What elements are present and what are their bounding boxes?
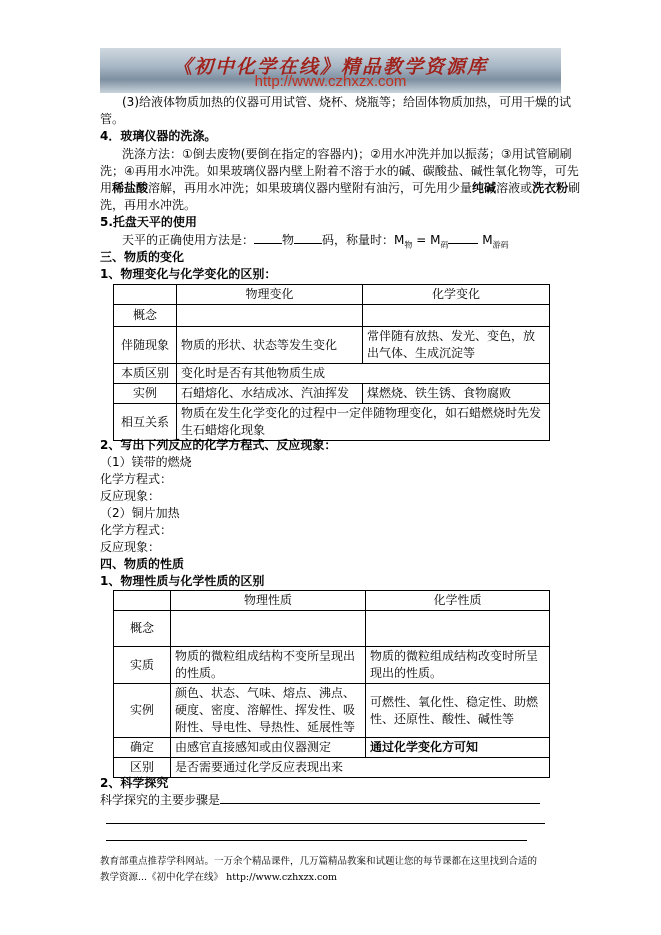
answer-line: [106, 823, 545, 824]
table-row: 概念: [114, 611, 550, 647]
table-row: 确定 由感官直接感知或由仪器测定 通过化学变化方可知: [114, 738, 550, 758]
banner-url: http://www.czhxzx.com: [254, 73, 407, 90]
answer-line: [106, 840, 527, 841]
para-wash-2: 洗；④再用水冲洗。如果玻璃仪器内壁上附着不溶于水的碱、碳酸盐、碱性氧化物等，可先: [100, 164, 579, 178]
heading-part3: 三、物质的变化: [100, 250, 185, 264]
q-copper: （2）铜片加热: [100, 506, 180, 520]
footer-url: http://www.czhxzx.com: [226, 872, 338, 883]
para-balance: 天平的正确使用方法是： 物 码，称量时：$M_物 = M_码$ $M_{游码}$: [122, 233, 509, 250]
table-row: 区别 是否需要通过化学反应表现出来: [114, 758, 550, 778]
heading-property-diff: 1、物理性质与化学性质的区别: [100, 574, 265, 588]
banner-title: 《初中化学在线》精品教学资源库: [172, 56, 488, 78]
label-equation: 化学方程式：: [100, 523, 173, 537]
heading-part4: 四、物质的性质: [100, 557, 185, 571]
table-row: 实质 物质的微粒组成结构不变所呈现出的性质。 物质的微粒组成结构改变时所呈现出的性质。: [114, 647, 550, 684]
inquiry-steps: 科学探究的主要步骤是: [100, 792, 540, 809]
heading-balance: 5.托盘天平的使用: [100, 215, 197, 229]
q-magnesium: （1）镁带的燃烧: [100, 455, 192, 469]
label-equation: 化学方程式：: [100, 472, 173, 486]
heading-change-diff: 1、物理变化与化学变化的区别：: [100, 267, 277, 281]
property-table: 物理性质 化学性质 概念 实质 物质的微粒组成结构不变所呈现出的性质。 物质的微粒组成结构改变时所呈现出的性质。 实例 颜色、状态、气味、熔点、沸点、硬度、密度、溶解性、挥发性、吸附性、导电性、导热性、延展性等 可燃性、氧化性、稳定性、助燃性、还原性、酸性、碱性等 确定 由感官直接感知或由仪器测定 通过化学变化方可知 区别 是否需要通过化学反应表现出来: [113, 590, 550, 778]
table-row: 本质区别 变化时是否有其他物质生成: [114, 364, 550, 384]
table-row: 实例 颜色、状态、气味、熔点、沸点、硬度、密度、溶解性、挥发性、吸附性、导电性、导热性、延展性等 可燃性、氧化性、稳定性、助燃性、还原性、酸性、碱性等: [114, 684, 550, 738]
table-row: 实例 石蜡熔化、水结成冰、汽油挥发 煤燃烧、铁生锈、食物腐败: [114, 384, 550, 404]
para-heating: (3)给液体物质加热的仪器可用试管、烧杯、烧瓶等；给固体物质加热，可用干燥的试: [122, 95, 572, 109]
footer-line-1: 教育部重点推荐学科网站。一万余个精品课件，几万篇精品教案和试题让您的每节课都在这里找到合适的: [100, 856, 538, 867]
heading-inquiry: 2、科学探究: [100, 776, 169, 790]
para-heating-cont: 管。: [100, 112, 125, 126]
para-wash-1: 洗涤方法：①倒去废物(要倒在指定的容器内)；②用水冲洗并加以振荡；③用试管刷刷: [122, 147, 572, 161]
para-wash-3: 用稀盐酸溶解，再用水冲洗；如果玻璃仪器内壁附有油污，可先用少量纯碱溶液或洗衣粉刷: [100, 181, 581, 195]
label-phenomenon: 反应现象：: [100, 489, 161, 503]
heading-reactions: 2、写出下列反应的化学方程式、反应现象：: [100, 438, 337, 452]
para-wash-4: 洗，再用水冲洗。: [100, 198, 197, 212]
heading-washing: 4．玻璃仪器的洗涤。: [100, 129, 217, 143]
label-phenomenon: 反应现象：: [100, 540, 161, 554]
banner-image: [100, 48, 561, 93]
footer-line-2: 教学资源...《初中化学在线》 http://www.czhxzx.com: [100, 872, 338, 883]
table-row: 伴随现象 物质的形状、状态等发生变化 常伴随有放热、发光、变色，放出气体、生成沉淀等: [114, 327, 550, 364]
table-row: 概念: [114, 305, 550, 327]
change-table: 物理变化 化学变化 概念 伴随现象 物质的形状、状态等发生变化 常伴随有放热、发光、变色，放出气体、生成沉淀等 本质区别 变化时是否有其他物质生成 实例 石蜡熔化、水结成冰、汽油挥发 煤燃烧、铁生锈、食物腐败 相互关系 物质在发生化学变化的过程中一定伴随物理变化，如石蜡燃烧时先发生石蜡熔化现象: [113, 284, 550, 441]
table-row: 相互关系 物质在发生化学变化的过程中一定伴随物理变化，如石蜡燃烧时先发生石蜡熔化现象: [114, 404, 550, 441]
